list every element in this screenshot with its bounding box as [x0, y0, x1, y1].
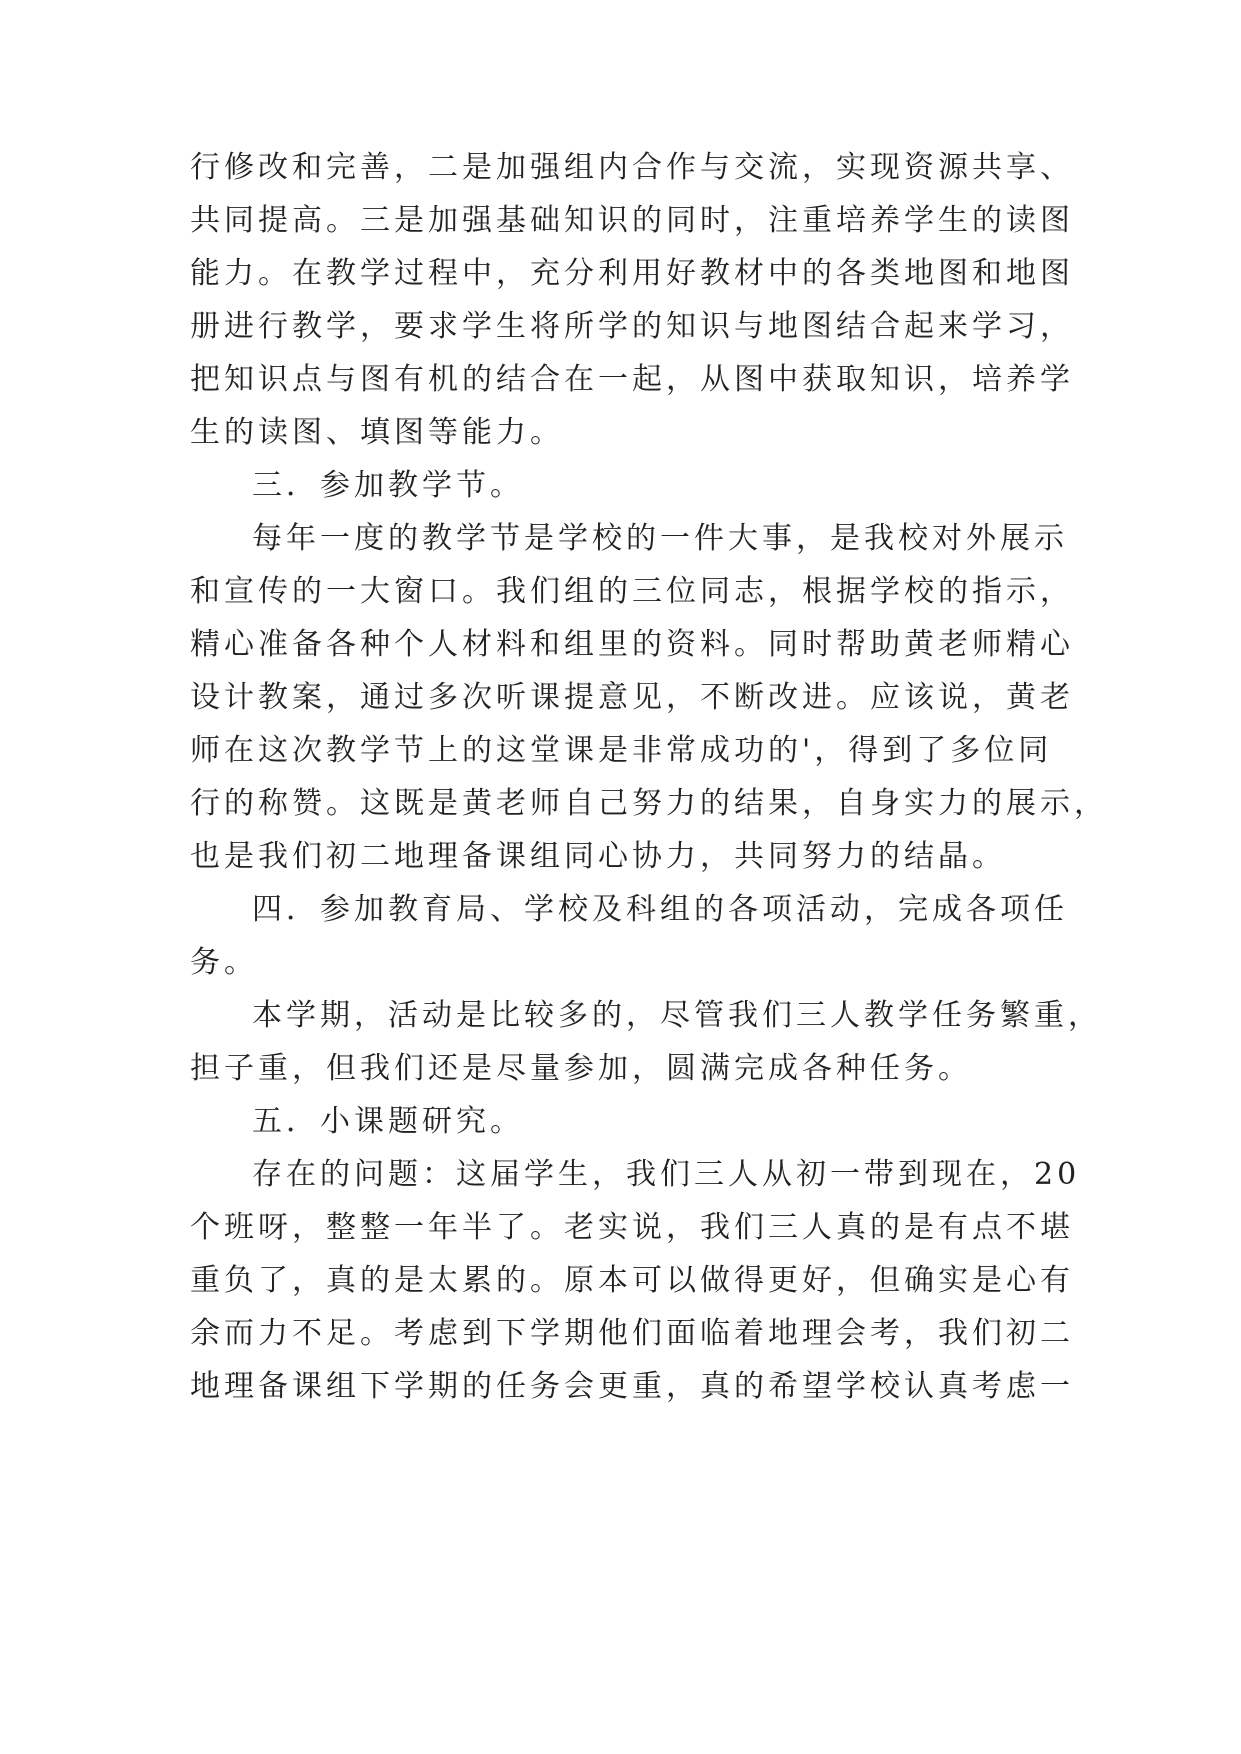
paragraph-line: 能力。在教学过程中，充分利用好教材中的各类地图和地图 — [190, 256, 1074, 291]
paragraph-line: 行的称赞。这既是黄老师自己努力的结果，自身实力的展示， — [190, 786, 1108, 821]
paragraph-line: 每年一度的教学节是学校的一件大事，是我校对外展示 — [252, 521, 1068, 556]
paragraph-line: 地理备课组下学期的任务会更重，真的希望学校认真考虑一 — [190, 1369, 1074, 1404]
paragraph-line: 存在的问题：这届学生，我们三人从初一带到现在，20 — [252, 1157, 1081, 1192]
section-heading: 五．小课题研究。 — [252, 1104, 524, 1139]
paragraph-line: 重负了，真的是太累的。原本可以做得更好，但确实是心有 — [190, 1263, 1074, 1298]
paragraph-line: 师在这次教学节上的这堂课是非常成功的'，得到了多位同 — [190, 733, 1053, 768]
paragraph-line: 设计教案，通过多次听课提意见，不断改进。应该说，黄老 — [190, 680, 1074, 715]
section-heading-continuation: 务。 — [190, 945, 258, 980]
paragraph-line: 余而力不足。考虑到下学期他们面临着地理会考，我们初二 — [190, 1316, 1074, 1351]
paragraph-line: 担子重，但我们还是尽量参加，圆满完成各种任务。 — [190, 1051, 972, 1086]
section-heading: 四．参加教育局、学校及科组的各项活动，完成各项任 — [252, 892, 1068, 927]
paragraph-line: 也是我们初二地理备课组同心协力，共同努力的结晶。 — [190, 839, 1006, 874]
paragraph-line: 本学期，活动是比较多的，尽管我们三人教学任务繁重， — [252, 998, 1102, 1033]
section-heading: 三．参加教学节。 — [252, 468, 524, 503]
paragraph-line: 行修改和完善，二是加强组内合作与交流，实现资源共享、 — [190, 150, 1074, 185]
paragraph-line: 和宣传的一大窗口。我们组的三位同志，根据学校的指示， — [190, 574, 1074, 609]
paragraph-line: 生的读图、填图等能力。 — [190, 415, 564, 450]
paragraph-line: 个班呀，整整一年半了。老实说，我们三人真的是有点不堪 — [190, 1210, 1074, 1245]
paragraph-line: 共同提高。三是加强基础知识的同时，注重培养学生的读图 — [190, 203, 1074, 238]
paragraph-line: 精心准备各种个人材料和组里的资料。同时帮助黄老师精心 — [190, 627, 1074, 662]
paragraph-line: 册进行教学，要求学生将所学的知识与地图结合起来学习， — [190, 309, 1074, 344]
paragraph-line: 把知识点与图有机的结合在一起，从图中获取知识，培养学 — [190, 362, 1074, 397]
